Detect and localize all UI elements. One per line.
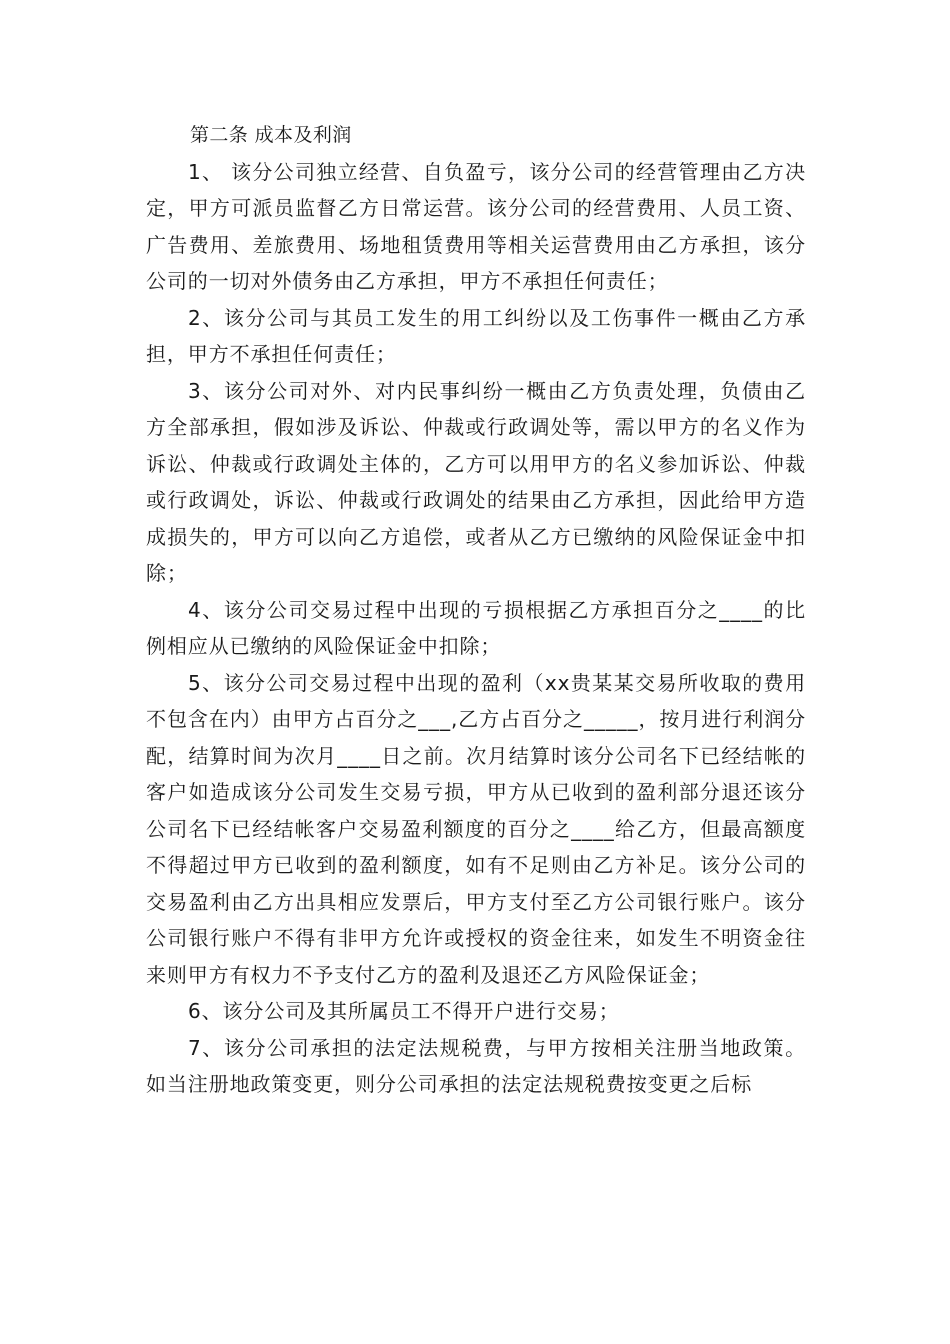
- clause-4: 4、该分公司交易过程中出现的亏损根据乙方承担百分之____的比例相应从已缴纳的风险保证金中扣除；: [146, 597, 806, 658]
- clause-2: 2、该分公司与其员工发生的用工纠纷以及工伤事件一概由乙方承担，甲方不承担任何责任；: [146, 305, 806, 366]
- clause-5: 5、该分公司交易过程中出现的盈利（xx贵某某交易所收取的费用不包含在内）由甲方占百分之___,乙方占百分之_____，按月进行利润分配，结算时间为次月____日之前。次月结算时该分公司名下已经结帐的客户如造成该分公司发生交易亏损，甲方从已收到的盈利部分退还该分公司名下已经结帐客户交易盈利额度的百分之____给乙方，但最高额度不得超过甲方已收到的盈利额度，如有不足则由乙方补足。该分公司的交易盈利由乙方出具相应发票后，甲方支付至乙方公司银行账户。该分公司银行账户不得有非甲方允许或授权的资金往来，如发生不明资金往来则甲方有权力不予支付乙方的盈利及退还乙方风险保证金；: [146, 670, 806, 987]
- clause-6: 6、该分公司及其所属员工不得开户进行交易；: [188, 999, 620, 1023]
- section-heading: 第二条 成本及利润: [190, 124, 352, 146]
- clause-3: 3、该分公司对外、对内民事纠纷一概由乙方负责处理，负债由乙方全部承担，假如涉及诉讼、仲裁或行政调处等，需以甲方的名义作为诉讼、仲裁或行政调处主体的，乙方可以用甲方的名义参加诉讼、仲裁或行政调处，诉讼、仲裁或行政调处的结果由乙方承担，因此给甲方造成损失的，甲方可以向乙方追偿，或者从乙方已缴纳的风险保证金中扣除；: [146, 378, 806, 585]
- document-body: [146, 117, 806, 1103]
- clause-7: 7、该分公司承担的法定法规税费，与甲方按相关注册当地政策。如当注册地政策变更，则分公司承担的法定法规税费按变更之后标: [146, 1035, 806, 1096]
- clause-1: 1、 该分公司独立经营、自负盈亏，该分公司的经营管理由乙方决定，甲方可派员监督乙方日常运营。该分公司的经营费用、人员工资、广告费用、差旅费用、场地租赁费用等相关运营费用由乙方承担，该分公司的一切对外债务由乙方承担，甲方不承担任何责任；: [146, 159, 806, 293]
